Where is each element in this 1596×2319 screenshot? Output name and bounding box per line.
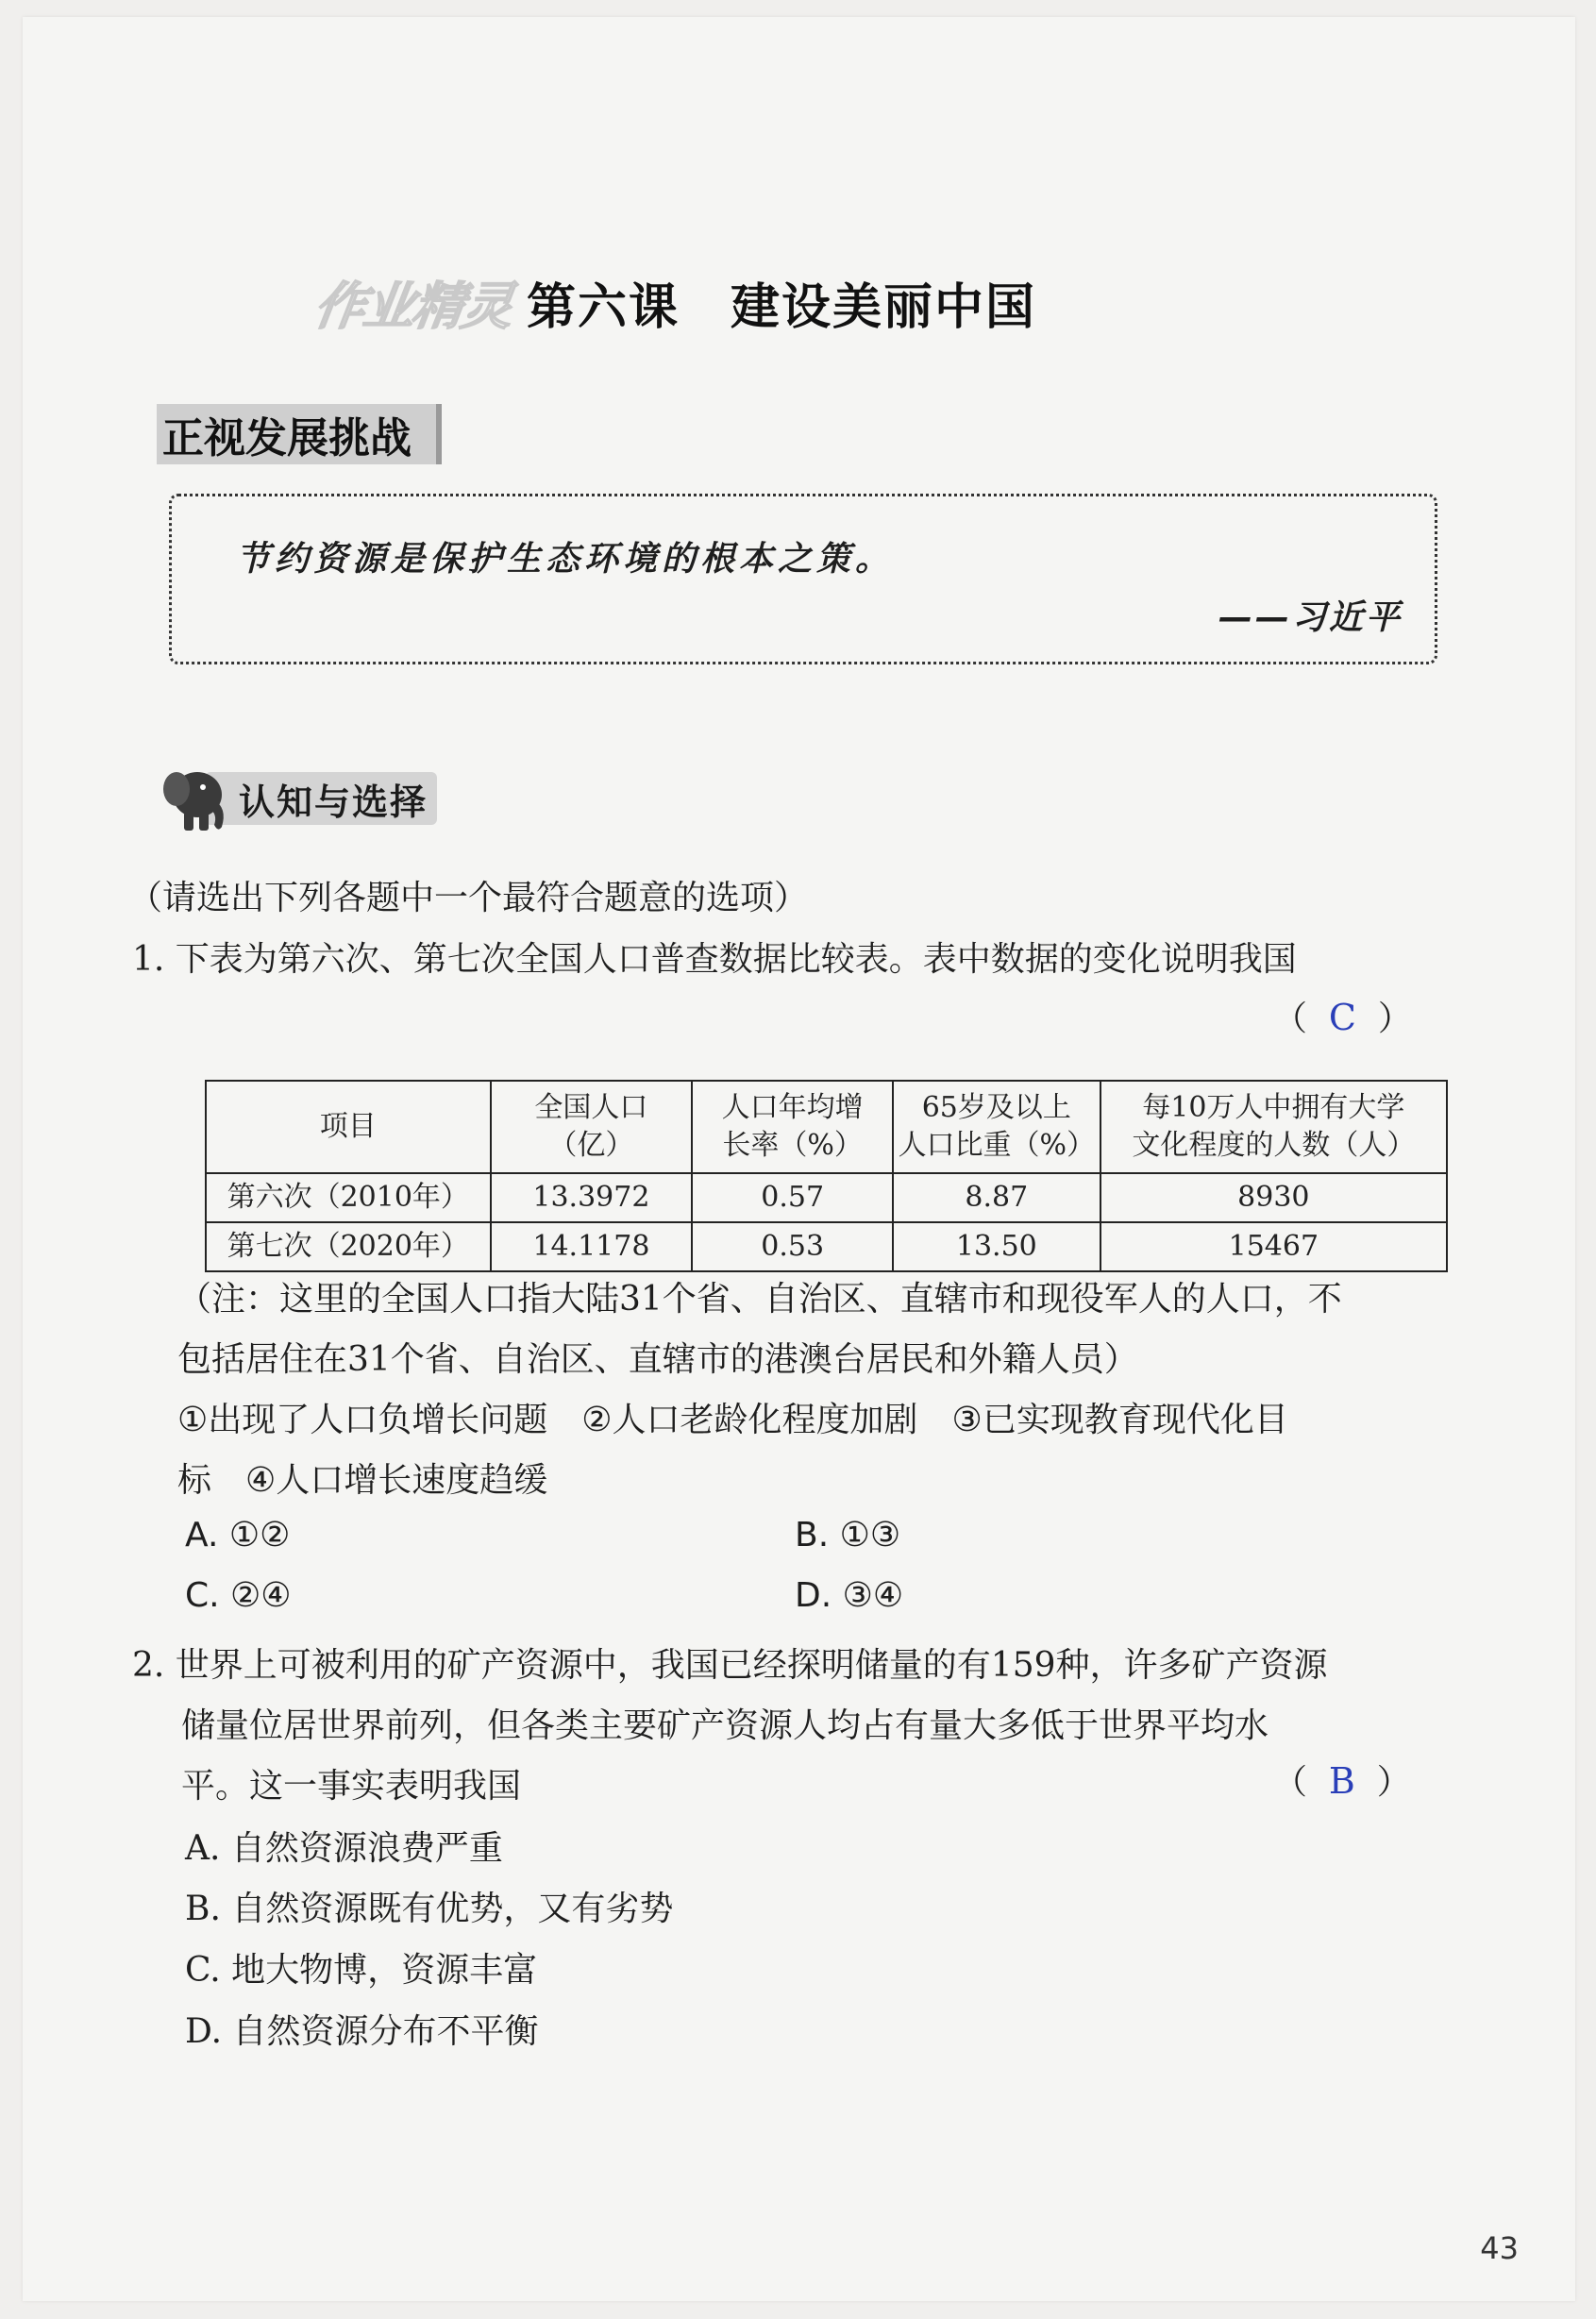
q1-bracket-close: ） [1377,1000,1412,1038]
q2-option-b: B. 自然资源既有优势，又有劣势 [185,1890,674,1928]
q1-note-line: （注：这里的全国人口指大陆31个省、自治区、直辖市和现役军人的人口，不 [177,1280,1342,1319]
q2-stem-line: 平。这一事实表明我国 [181,1767,522,1806]
census-table [205,1080,1448,1272]
q2-option-a: A. 自然资源浪费严重 [185,1829,503,1868]
quote-box [169,494,1437,664]
table-cell: 0.53 [692,1222,893,1271]
table-header-cell: 每10万人中拥有大学 文化程度的人数（人） [1100,1081,1447,1173]
q2-answer: B [1328,1760,1355,1802]
quote-author: ——习近平 [1218,598,1403,637]
lesson-header [311,264,1037,340]
q1-option-c: C. ②④ [185,1576,292,1615]
section-badge [160,753,443,838]
q2-answer-bracket [1273,1756,1411,1804]
table-cell: 8.87 [893,1173,1100,1222]
q1-answer-bracket [1273,992,1412,1040]
q1-option-a: A. ①② [185,1516,291,1554]
q1-items-line: ①出现了人口负增长问题 ②人口老龄化程度加剧 ③已实现教育现代化目 [177,1401,1288,1439]
watermark-logo: 作业精灵 [311,276,515,336]
q2-bracket-open: （ [1273,1763,1308,1802]
table-cell: 0.57 [692,1173,893,1222]
q2-stem-line: 2. 世界上可被利用的矿产资源中，我国已经探明储量的有159种，许多矿产资源 [132,1646,1328,1685]
lesson-title: 第六课 建设美丽中国 [527,277,1037,336]
quote-text: 节约资源是保护生态环境的根本之策。 [236,540,895,579]
q1-stem: 1. 下表为第六次、第七次全国人口普查数据比较表。表中数据的变化说明我国 [132,940,1297,979]
page-number: 43 [1480,2230,1519,2266]
q1-note-line: 包括居住在31个省、自治区、直辖市的港澳台居民和外籍人员） [177,1340,1138,1379]
table-header-cell: 人口年均增 长率（%） [692,1081,893,1173]
q2-bracket-close: ） [1376,1763,1411,1802]
table-row [206,1222,1447,1271]
workbook-page [23,17,1575,2301]
table-cell: 14.1178 [491,1222,693,1271]
table-cell: 第六次（2010年） [206,1173,491,1222]
q1-bracket-open: （ [1273,1000,1308,1038]
elephant-icon [160,753,235,838]
q2-option-d: D. 自然资源分布不平衡 [185,2012,539,2051]
q1-answer: C [1328,997,1356,1038]
section-title: 正视发展挑战 [157,404,442,464]
table-header-cell: 项目 [206,1081,491,1173]
q2-stem-line: 储量位居世界前列，但各类主要矿产资源人均占有量大多低于世界平均水 [181,1706,1269,1745]
table-cell: 15467 [1100,1222,1447,1271]
q2-option-c: C. 地大物博，资源丰富 [185,1951,538,1990]
q1-option-d: D. ③④ [795,1576,904,1615]
table-cell: 8930 [1100,1173,1447,1222]
table-row [206,1173,1447,1222]
table-header-cell: 全国人口 （亿） [491,1081,693,1173]
table-cell: 13.50 [893,1222,1100,1271]
table-header-row [206,1081,1447,1173]
table-cell: 第七次（2020年） [206,1222,491,1271]
q1-items-line: 标 ④人口增长速度趋缓 [177,1461,548,1500]
q1-option-b: B. ①③ [795,1516,901,1554]
table-header-cell: 65岁及以上 人口比重（%） [893,1081,1100,1173]
badge-label: 认知与选择 [205,772,437,825]
table-cell: 13.3972 [491,1173,693,1222]
instruction-text: （请选出下列各题中一个最符合题意的选项） [128,879,809,917]
